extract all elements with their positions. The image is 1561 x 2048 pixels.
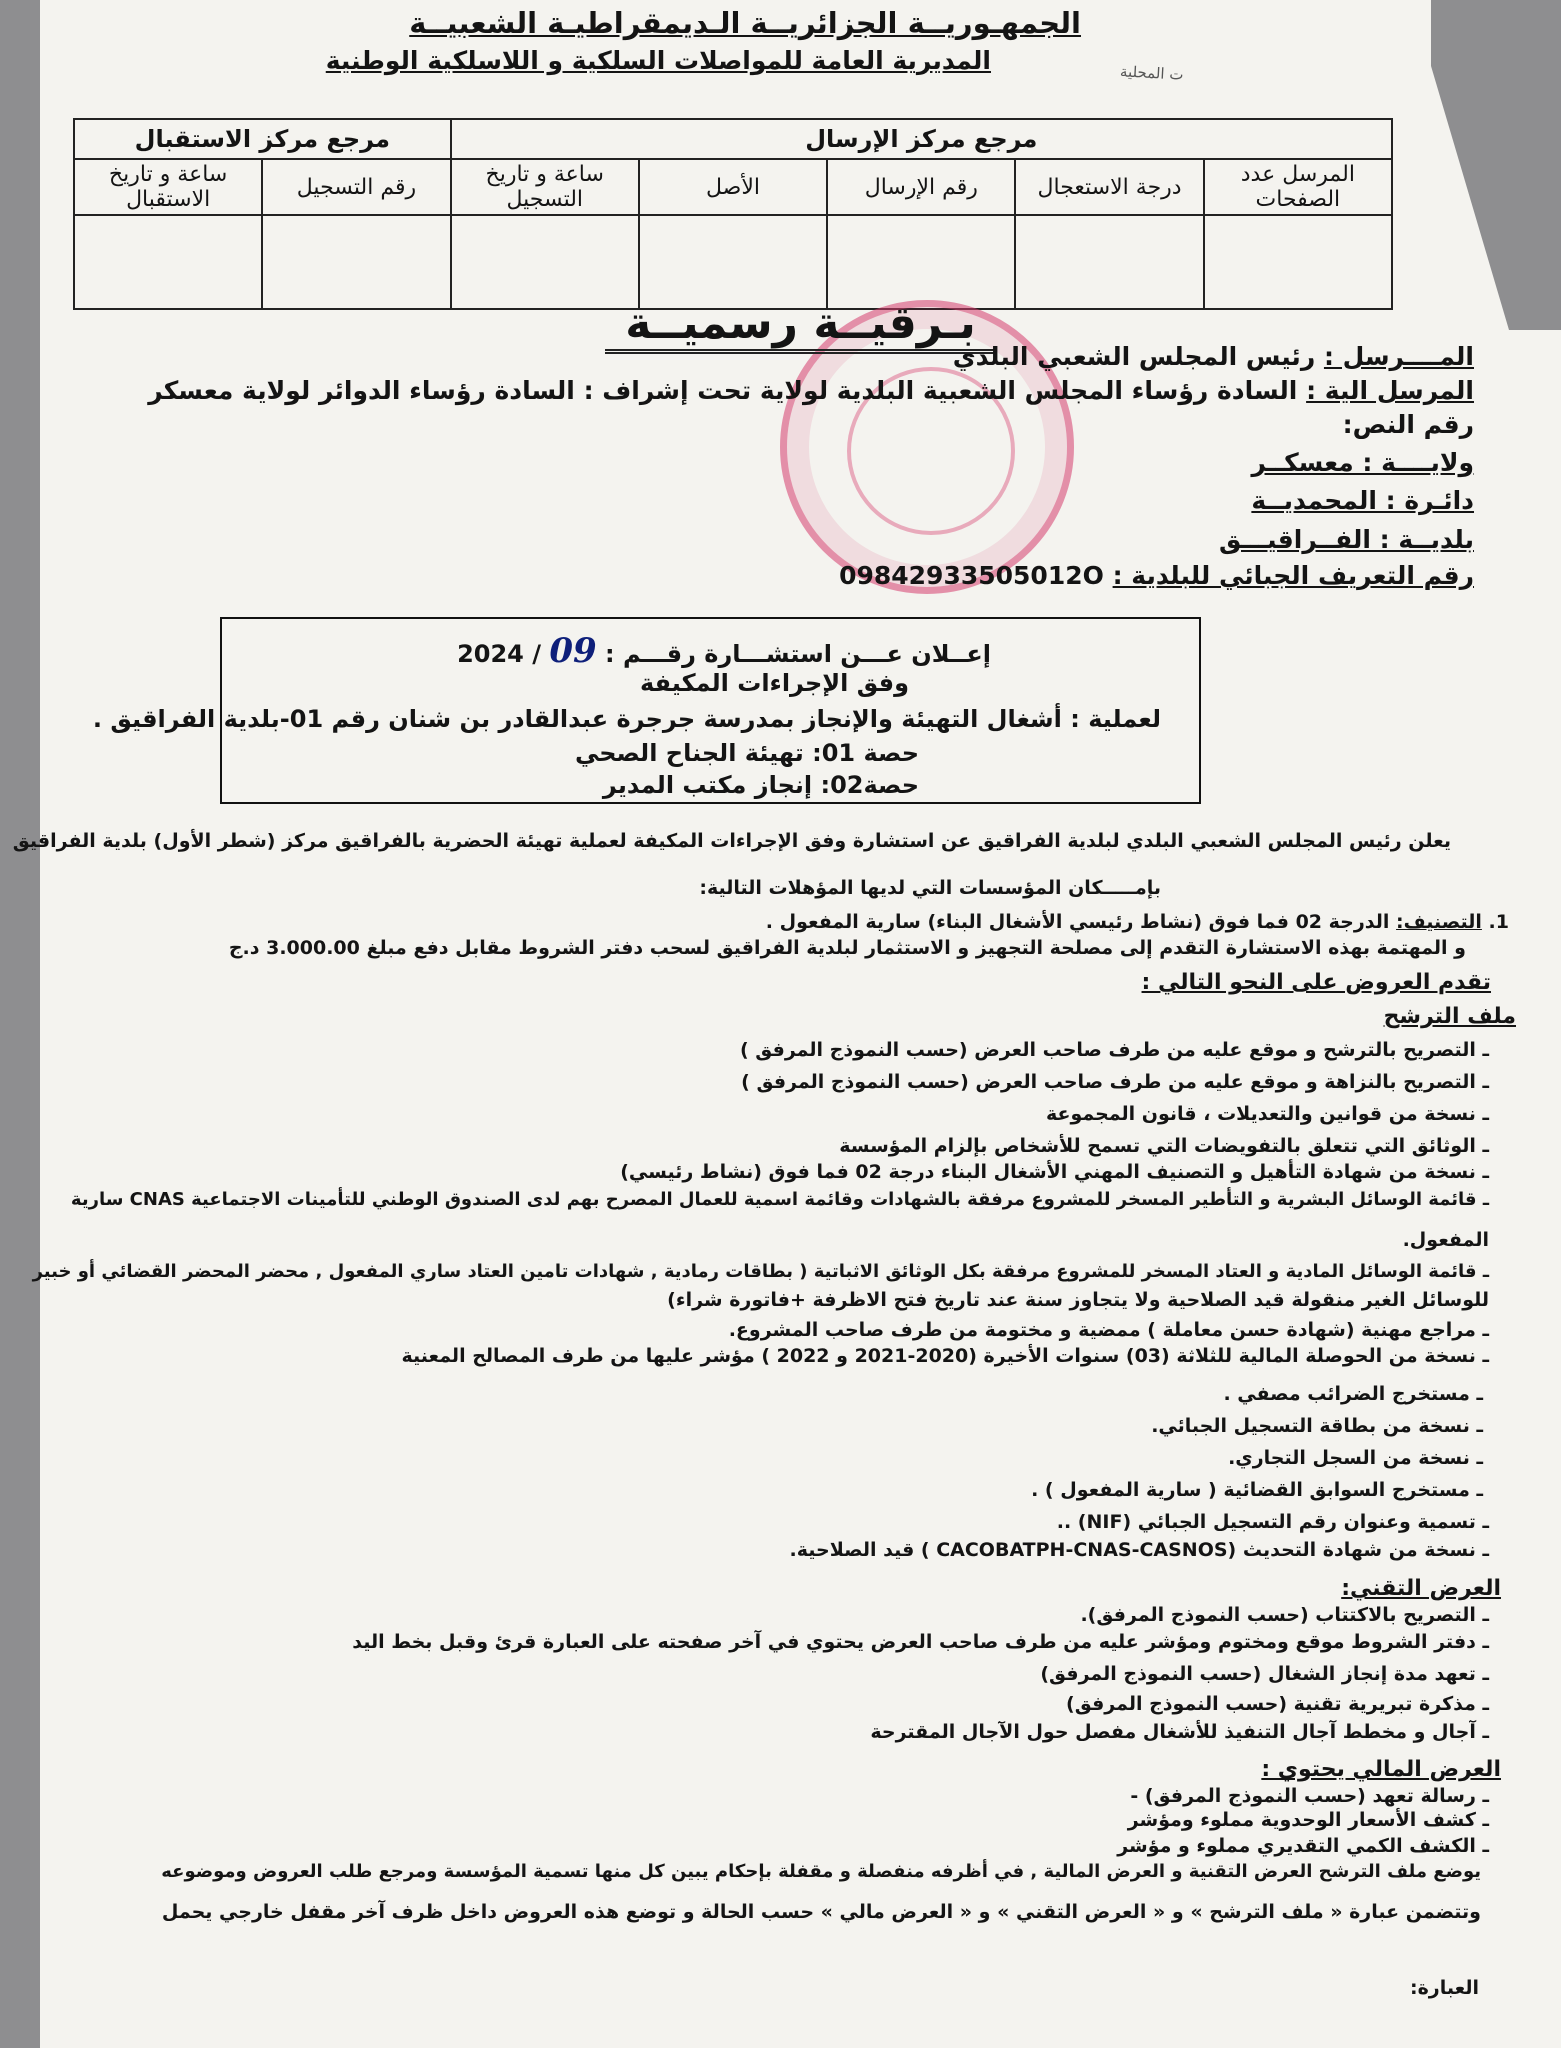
wilaya-line: ولايــــة : معسكــر xyxy=(1251,448,1474,477)
col-origin: الأصل xyxy=(639,159,827,215)
col-reception-time: ساعة و تاريخ الاستقبال xyxy=(74,159,262,215)
technical-item: ـ دفتر الشروط موقع ومختوم ومؤشر عليه من طرف صاحب العرض يحتوي في آخر صفحته على العبارة قرئ وقبل بخط اليد xyxy=(352,1631,1489,1653)
table-cell xyxy=(827,215,1015,309)
financial-item: ـ كشف الأسعار الوحدوية مملوء ومؤشر xyxy=(1127,1809,1489,1831)
table-cell xyxy=(1015,215,1203,309)
republic-header: الجمهـوريــة الجزائريــة الـديمقراطيـة الشعبيــة xyxy=(409,6,1081,40)
candidacy-item-cont: المفعول. xyxy=(1402,1229,1489,1251)
directorate-header: المديرية العامة للمواصلات السلكية و اللاسلكية الوطنية xyxy=(325,46,991,75)
reference-table xyxy=(73,118,1393,310)
candidacy-heading: ملف الترشح xyxy=(1383,1004,1516,1029)
candidacy-item: ـ الوثائق التي تتعلق بالتفويضات التي تسمح للأشخاص بإلزام المؤسسة xyxy=(839,1135,1489,1157)
baladia-line: بلديــة : الفــراقيـــق xyxy=(1219,525,1474,554)
nif-value: 09842933505012О xyxy=(839,561,1104,590)
technical-item: ـ تعهد مدة إنجاز الشغال (حسب النموذج المرفق) xyxy=(1040,1663,1489,1685)
col-registration-time: ساعة و تاريخ التسجيل xyxy=(451,159,639,215)
sender-line: المــــرسل : رئيس المجلس الشعبي البلدي xyxy=(952,342,1474,371)
candidacy-item: ـ تسمية وعنوان رقم التسجيل الجبائي (NIF) .. xyxy=(1056,1511,1489,1533)
recipient-line: المرسل الية : السادة رؤساء المجلس الشعبية البلدية لولاية تحت إشراف : السادة رؤساء الدوائر لولاية معسكر xyxy=(148,376,1474,405)
notice-procedure: وفق الإجراءات المكيفة xyxy=(639,669,909,697)
receive-center-header: مرجع مركز الاستقبال xyxy=(74,119,451,159)
candidacy-item: ـ نسخة من قوانين والتعديلات ، قانون المجموعة xyxy=(1045,1103,1489,1125)
notice-number-line: إعــلان عـــن استشـــارة رقـــم : 09 / 2024 xyxy=(457,631,991,671)
closing-line-1: يوضع ملف الترشح العرض التقنية و العرض المالية , في أظرفه منفصلة و مقفلة بإحكام يبين كل منها تسمية المؤسسة ومرجع طلب العروض وموضوعه xyxy=(161,1861,1481,1882)
technical-item: ـ آجال و مخطط آجال التنفيذ للأشغال مفصل حول الآجال المقترحة xyxy=(870,1721,1489,1743)
table-cell xyxy=(262,215,450,309)
notice-lot-2: حصة02: إنجاز مكتب المدير xyxy=(602,771,919,799)
intro-line-1: يعلن رئيس المجلس الشعبي البلدي لبلدية الفراقيق عن استشارة وفق الإجراءات المكيفة لعملية تهيئة الحضرية بالفراقيق مركز (شطر الأول) بلدية الفراقيق xyxy=(12,830,1451,852)
table-cell xyxy=(74,215,262,309)
col-send-number: رقم الإرسال xyxy=(827,159,1015,215)
col-registration-number: رقم التسجيل xyxy=(262,159,450,215)
document-page xyxy=(12,0,1561,2048)
candidacy-item: ـ نسخة من بطاقة التسجيل الجبائي. xyxy=(1151,1415,1483,1437)
technical-item: ـ التصريح بالاكتتاب (حسب النموذج المرفق). xyxy=(1080,1604,1489,1626)
daira-line: دائـرة : المحمديــة xyxy=(1251,486,1474,515)
technical-item: ـ مذكرة تبريرية تقنية (حسب النموذج المرفق) xyxy=(1066,1693,1489,1715)
consultation-notice-box xyxy=(92,617,1201,804)
page-shadow-corner xyxy=(1431,0,1561,330)
candidacy-item: ـ نسخة من السجل التجاري. xyxy=(1228,1447,1483,1469)
col-pages: المرسل عدد الصفحات xyxy=(1204,159,1392,215)
financial-offer-heading: العرض المالي يحتوي : xyxy=(1261,1757,1501,1782)
candidacy-item: ـ نسخة من شهادة التحديث (CACOBATPH-CNAS-CASNOS ) قيد الصلاحية. xyxy=(789,1539,1489,1561)
notice-lot-1: حصة 01: تهيئة الجناح الصحي xyxy=(574,739,919,767)
candidacy-item: ـ مراجع مهنية (شهادة حسن معاملة ) ممضية و مختومة من طرف صاحب المشروع. xyxy=(728,1319,1489,1341)
candidacy-item: ـ التصريح بالترشح و موقع عليه من طرف صاحب العرض (حسب النموذج المرفق ) xyxy=(739,1039,1489,1061)
interested-line: و المهتمة بهذه الاستشارة التقدم إلى مصلحة التجهيز و الاستثمار لبلدية الفراقيق لسحب دفتر الشروط مقابل دفع مبلغ 3.000.00 د.ج xyxy=(228,937,1466,959)
table-cell xyxy=(1204,215,1392,309)
text-number-line: رقم النص: xyxy=(1342,410,1474,439)
candidacy-item: ـ نسخة من الحوصلة المالية للثلاثة (03) سنوات الأخيرة (2020-2021 و 2022 ) مؤشر عليها من طرف المصالح المعنية xyxy=(401,1345,1489,1367)
candidacy-item: ـ قائمة الوسائل البشرية و التأطير المسخر للمشروع مرفقة بالشهادات وقائمة اسمية للعمال المصرح بهم لدى الصندوق الوطني للتأمينات الاجتماعية CNAS سارية xyxy=(70,1189,1489,1210)
corner-note: ت المحلية xyxy=(1119,62,1184,84)
closing-line-2: وتتضمن عبارة « ملف الترشح » و « العرض التقني » و « العرض مالي » حسب الحالة و توضع هذه العروض داخل ظرف آخر مقفل خارجي يحمل xyxy=(161,1901,1481,1923)
submission-heading: تقدم العروض على النحو التالي : xyxy=(1141,970,1491,995)
intro-line-2: بإمـــــكان المؤسسات التي لديها المؤهلات التالية: xyxy=(699,877,1161,899)
financial-item: ـ رسالة تعهد (حسب النموذج المرفق) - xyxy=(1130,1785,1489,1807)
closing-line-3: العبارة: xyxy=(1409,1977,1479,1999)
classification-line: 1. التصنيف: الدرجة 02 فما فوق (نشاط رئيسي الأشغال البناء) سارية المفعول . xyxy=(765,911,1509,933)
financial-item: ـ الكشف الكمي التقديري مملوء و مؤشر xyxy=(1117,1835,1489,1857)
candidacy-item: ـ قائمة الوسائل المادية و العتاد المسخر للمشروع مرفقة بكل الوثائق الاثباتية ( بطاقات رمادية , شهادات تامين العتاد ساري المفعول , محضر المحضر القضائي أو خبير xyxy=(32,1261,1489,1282)
candidacy-item: ـ مستخرج الضرائب مصفي . xyxy=(1223,1383,1483,1405)
notice-operation: لعملية : أشغال التهيئة والإنجاز بمدرسة جرجرة عبدالقادر بن شنان رقم 01-بلدية الفراقيق . xyxy=(92,705,1161,733)
candidacy-item-cont: للوسائل الغير منقولة قيد الصلاحية ولا يتجاوز سنة عند تاريخ فتح الاظرفة +فاتورة شراء) xyxy=(667,1289,1489,1311)
technical-offer-heading: العرض التقني: xyxy=(1341,1576,1501,1601)
title-text: بـرقيــة رسميــة xyxy=(605,298,996,354)
handwritten-number: 09 xyxy=(549,631,597,671)
candidacy-item: ـ التصريح بالنزاهة و موقع عليه من طرف صاحب العرض (حسب النموذج المرفق ) xyxy=(741,1071,1489,1093)
nif-line: رقم التعريف الجبائي للبلدية : 09842933505012О xyxy=(839,561,1474,590)
candidacy-item: ـ نسخة من شهادة التأهيل و التصنيف المهني الأشغال البناء درجة 02 فما فوق (نشاط رئيسي) xyxy=(620,1161,1489,1183)
table-cell xyxy=(451,215,639,309)
col-urgency: درجة الاستعجال xyxy=(1015,159,1203,215)
candidacy-item: ـ مستخرج السوابق القضائية ( سارية المفعول ) . xyxy=(1031,1479,1483,1501)
send-center-header: مرجع مركز الإرسال xyxy=(451,119,1392,159)
table-cell xyxy=(639,215,827,309)
